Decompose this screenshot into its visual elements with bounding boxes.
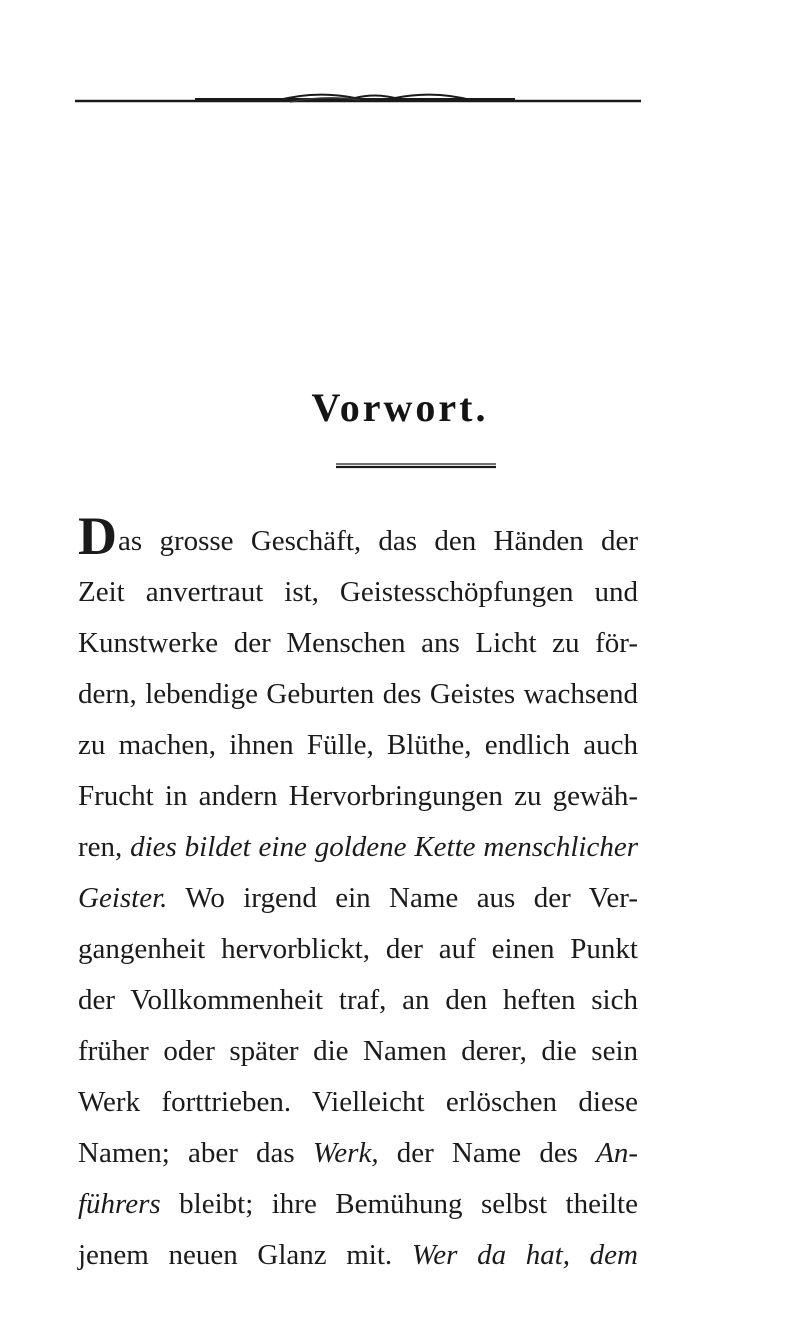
line-text: as grosse Geschäft, das den Händen der [118, 525, 638, 557]
text-line [78, 924, 638, 975]
line-text: gangenheit hervorblickt, der auf einen Punkt [78, 933, 638, 965]
line-text: Werk forttrieben. Vielleicht erlöschen diese [78, 1086, 638, 1118]
title-underline [336, 462, 496, 470]
italic-text: Geister. [78, 882, 168, 914]
text-line [78, 771, 638, 822]
line-text: der Name des [378, 1137, 597, 1169]
line-text: Namen; aber das [78, 1137, 313, 1169]
text-line [78, 1179, 638, 1230]
preface-text [78, 506, 638, 1281]
text-line [78, 975, 638, 1026]
drop-cap: D [78, 506, 117, 566]
text-line [78, 506, 638, 567]
line-text: der Vollkommenheit traf, an den heften sich [78, 984, 638, 1016]
text-line [78, 822, 638, 873]
text-line [78, 873, 638, 924]
line-text: Frucht in andern Hervorbringungen zu gewäh- [78, 780, 638, 812]
line-text: Wo irgend ein Name aus der Ver- [167, 882, 638, 914]
italic-text: führers [78, 1188, 161, 1220]
text-line [78, 1026, 638, 1077]
text-line [78, 567, 638, 618]
italic-text: dies bildet eine goldene Kette menschlicher [130, 831, 638, 863]
line-text: ren, [78, 831, 131, 863]
text-line [78, 618, 638, 669]
text-line [78, 1230, 638, 1281]
page-title: Vorwort. [311, 385, 489, 430]
text-line [78, 1077, 638, 1128]
line-text: zu machen, ihnen Fülle, Blüthe, endlich auch [78, 729, 638, 761]
ornamental-rule [75, 92, 641, 108]
text-line [78, 1128, 638, 1179]
line-text: Kunstwerke der Menschen ans Licht zu för- [78, 627, 638, 659]
line-text: dern, lebendige Geburten des Geistes wachsend [78, 678, 638, 710]
italic-text: Werk, [312, 1137, 379, 1169]
line-text: früher oder später die Namen derer, die sein [78, 1035, 638, 1067]
text-line [78, 720, 638, 771]
line-text: Zeit anvertraut ist, Geistesschöpfungen und [78, 576, 638, 608]
line-text: bleibt; ihre Bemühung selbst theilte [160, 1188, 638, 1220]
text-line [78, 669, 638, 720]
line-text: jenem neuen Glanz mit. [78, 1239, 412, 1271]
italic-text: An- [596, 1137, 638, 1169]
italic-text: Wer da hat, dem [411, 1239, 638, 1271]
